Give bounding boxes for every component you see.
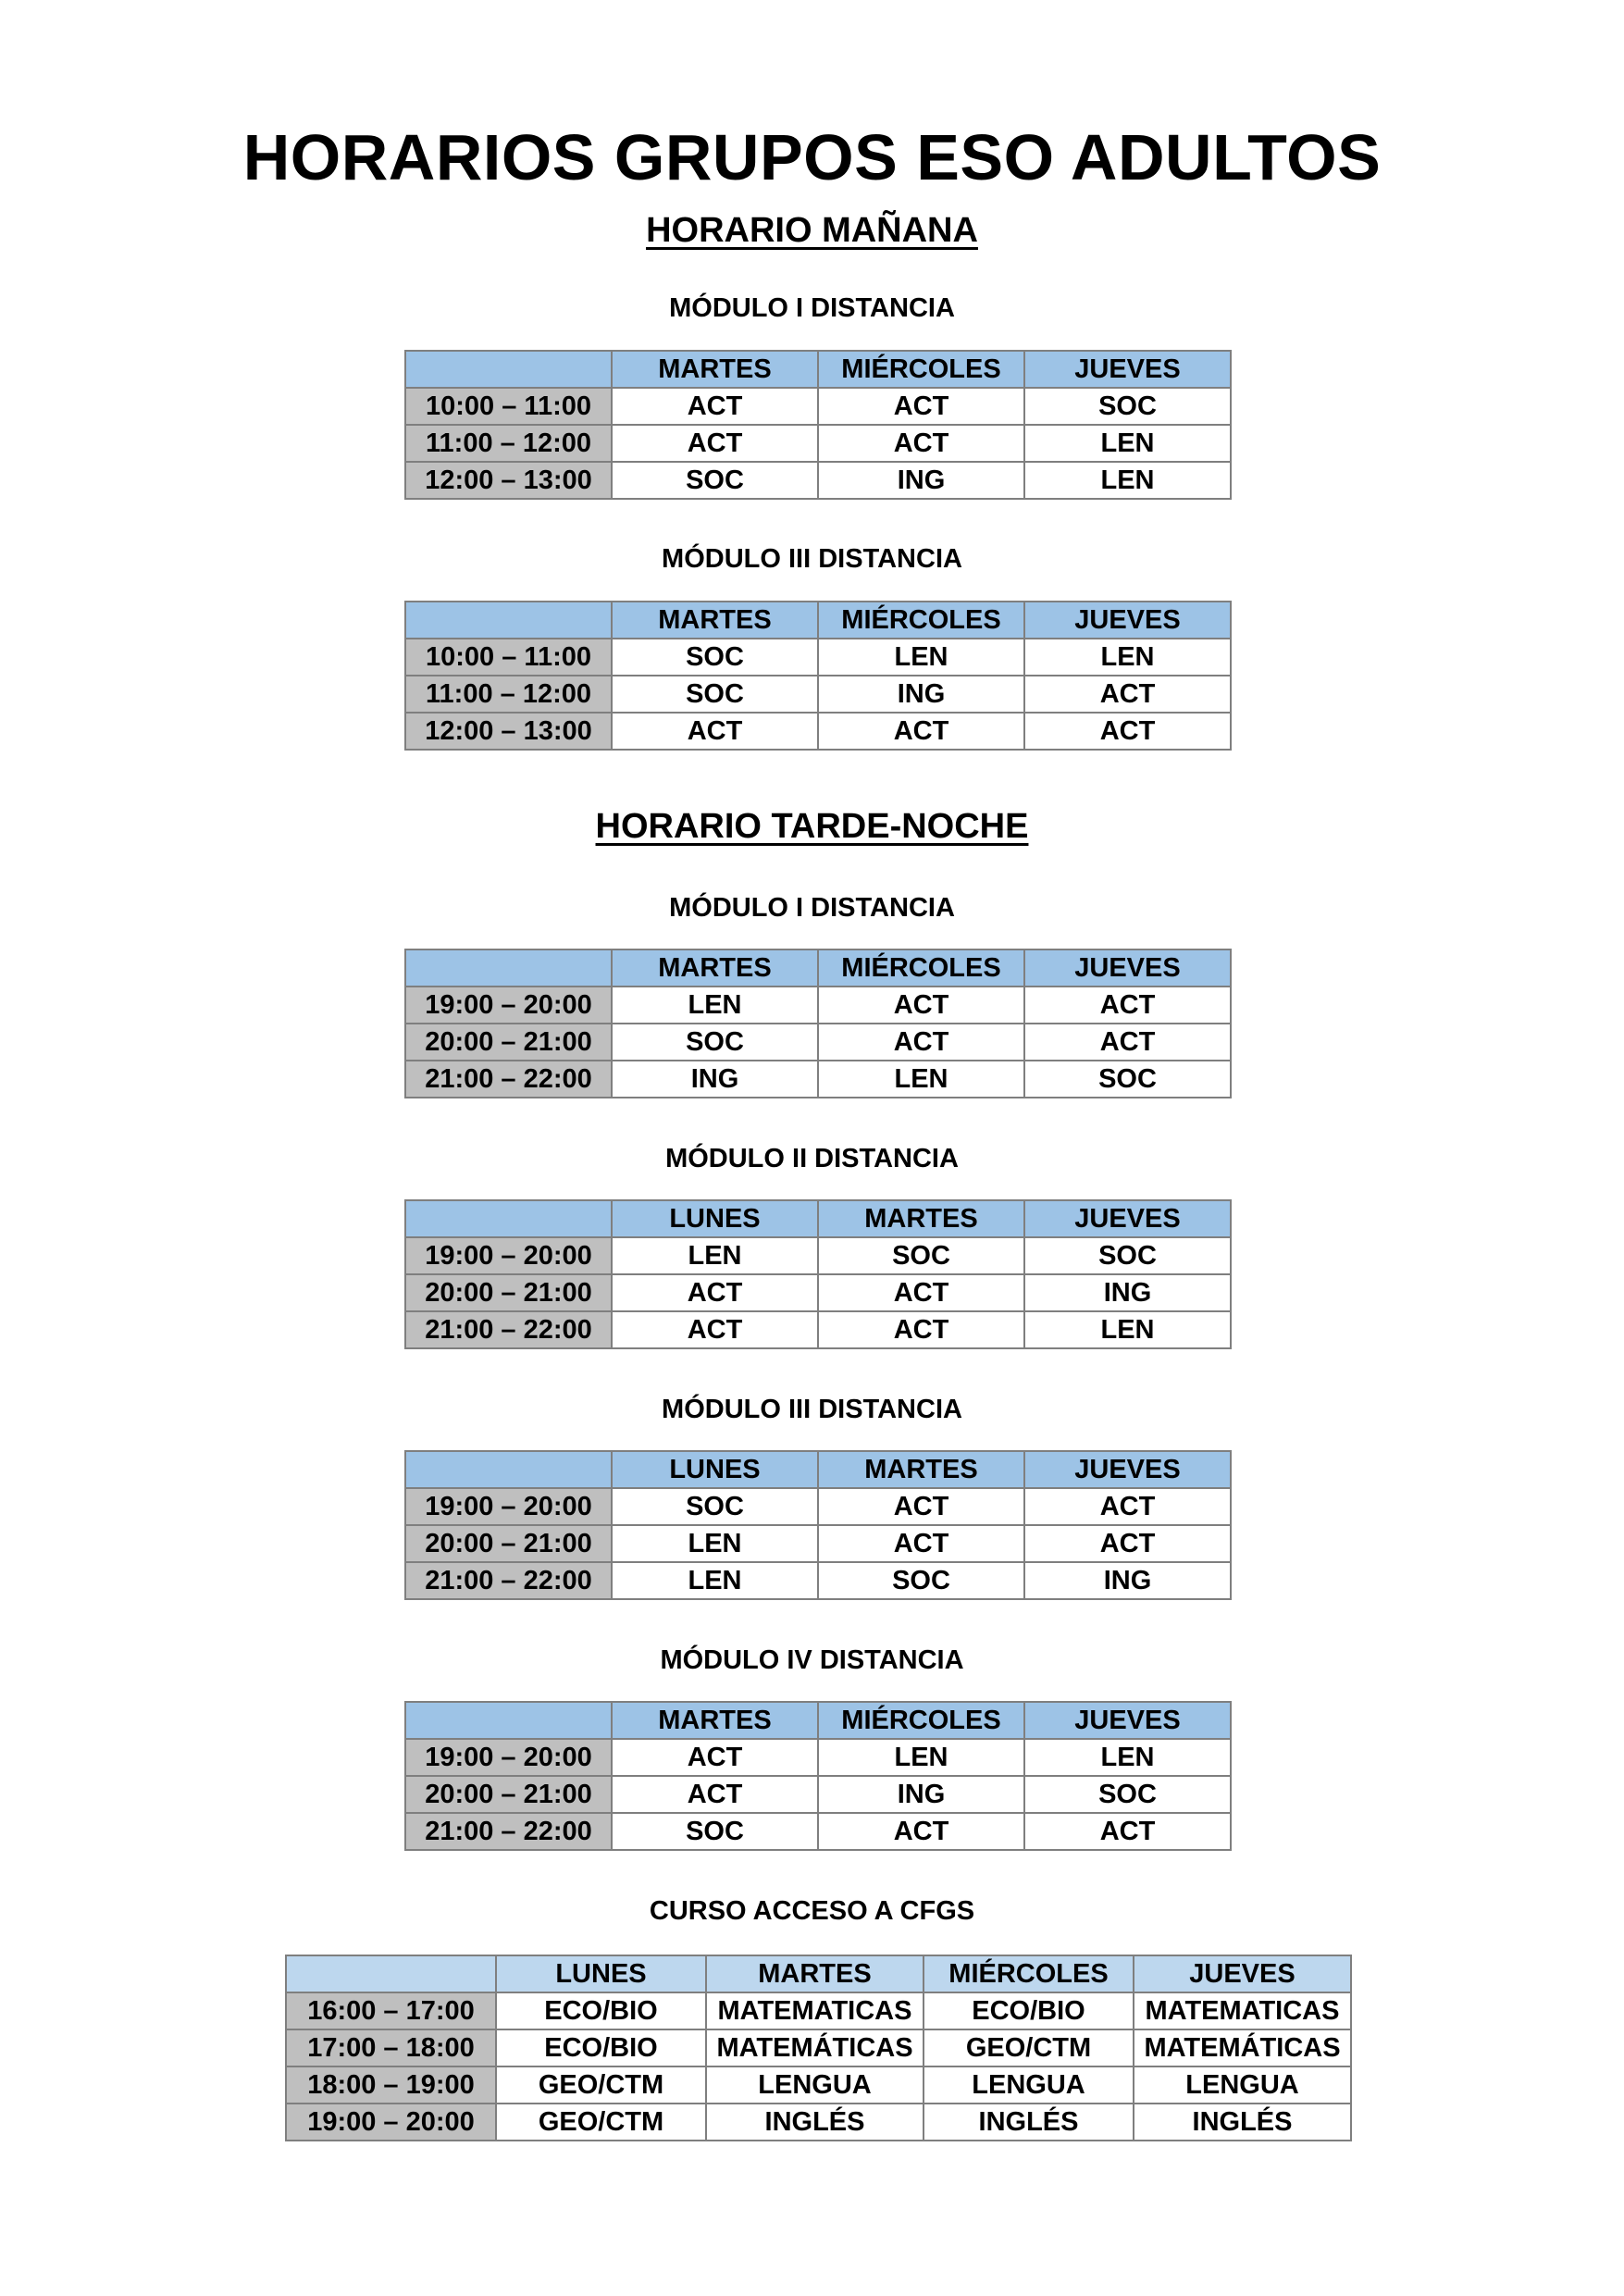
time-slot-cell: 16:00 – 17:00 [286,1992,496,2029]
subject-cell: MATEMATICAS [706,1992,924,2029]
table-row [286,2029,1351,2066]
table-row [405,425,1231,462]
subject-cell: ACT [818,1274,1024,1311]
subject-cell: ACT [1024,713,1231,750]
table-row [405,1776,1231,1813]
day-header: JUEVES [1134,1955,1351,1992]
subject-cell: LEN [612,987,818,1024]
subject-cell: LEN [1024,462,1231,499]
time-slot-cell: 10:00 – 11:00 [405,639,612,676]
subject-cell: LEN [1024,1739,1231,1776]
time-slot-cell: 12:00 – 13:00 [405,713,612,750]
day-header: LUNES [612,1200,818,1237]
subject-cell: ACT [818,713,1024,750]
subject-cell: LEN [612,1237,818,1274]
time-slot-cell: 19:00 – 20:00 [405,1237,612,1274]
header-corner-cell [405,1200,612,1237]
table-row [405,1024,1231,1061]
subject-cell: ACT [1024,1525,1231,1562]
day-header: LUNES [612,1451,818,1488]
subject-cell: LEN [818,1739,1024,1776]
table-row [405,388,1231,425]
table-row [405,1274,1231,1311]
day-header: JUEVES [1024,602,1231,639]
page-title: HORARIOS GRUPOS ESO ADULTOS [242,121,1382,193]
subject-cell: LEN [612,1562,818,1599]
subject-cell: ACT [1024,1024,1231,1061]
day-header: MARTES [612,949,818,987]
day-header: MARTES [612,351,818,388]
day-header: MARTES [612,1702,818,1739]
table-row [405,987,1231,1024]
time-slot-cell: 10:00 – 11:00 [405,388,612,425]
time-slot-cell: 21:00 – 22:00 [405,1311,612,1348]
subject-cell: ACT [818,1024,1024,1061]
header-corner-cell [405,949,612,987]
time-slot-cell: 20:00 – 21:00 [405,1274,612,1311]
subject-cell: ING [818,462,1024,499]
subject-cell: ACT [612,1311,818,1348]
subject-cell: ACT [1024,1488,1231,1525]
time-slot-cell: 20:00 – 21:00 [405,1525,612,1562]
subject-cell: ING [818,676,1024,713]
header-corner-cell [405,602,612,639]
day-header: JUEVES [1024,1451,1231,1488]
table-title: MÓDULO III DISTANCIA [662,1395,962,1424]
table-title: MÓDULO I DISTANCIA [669,293,955,323]
header-row [405,1702,1231,1739]
subject-cell: LEN [612,1525,818,1562]
subject-cell: ACT [612,713,818,750]
subject-cell: LENGUA [924,2066,1134,2104]
time-slot-cell: 11:00 – 12:00 [405,425,612,462]
subject-cell: ING [612,1061,818,1098]
table-row [405,1061,1231,1098]
table-row [286,2066,1351,2104]
schedule-table [285,1955,1352,2141]
subject-cell: ECO/BIO [496,2029,706,2066]
time-slot-cell: 12:00 – 13:00 [405,462,612,499]
time-slot-cell: 19:00 – 20:00 [286,2104,496,2141]
day-header: JUEVES [1024,1702,1231,1739]
time-slot-cell: 21:00 – 22:00 [405,1562,612,1599]
table-title: MÓDULO I DISTANCIA [669,893,955,923]
header-corner-cell [286,1955,496,1992]
table-title: MÓDULO II DISTANCIA [665,1144,959,1173]
subject-cell: LEN [818,639,1024,676]
subject-cell: ING [818,1776,1024,1813]
subject-cell: ACT [612,425,818,462]
schedule-table [404,601,1232,751]
header-row [405,1451,1231,1488]
schedule-table [404,949,1232,1098]
time-slot-cell: 11:00 – 12:00 [405,676,612,713]
day-header: LUNES [496,1955,706,1992]
day-header: MIÉRCOLES [818,949,1024,987]
header-corner-cell [405,351,612,388]
subject-cell: ACT [612,388,818,425]
schedule-table [404,1450,1232,1600]
subject-cell: SOC [818,1237,1024,1274]
time-slot-cell: 19:00 – 20:00 [405,987,612,1024]
subject-cell: SOC [612,1813,818,1850]
header-row [405,602,1231,639]
table-row [405,676,1231,713]
subject-cell: LEN [1024,639,1231,676]
day-header: JUEVES [1024,351,1231,388]
subject-cell: ACT [1024,987,1231,1024]
table-row [405,1311,1231,1348]
subject-cell: SOC [1024,388,1231,425]
subject-cell: ACT [818,1813,1024,1850]
subject-cell: ACT [612,1776,818,1813]
subject-cell: ACT [1024,676,1231,713]
subject-cell: SOC [612,1024,818,1061]
subject-cell: ACT [818,425,1024,462]
subject-cell: GEO/CTM [496,2104,706,2141]
subject-cell: MATEMÁTICAS [1134,2029,1351,2066]
table-row [405,462,1231,499]
time-slot-cell: 17:00 – 18:00 [286,2029,496,2066]
subject-cell: ING [1024,1274,1231,1311]
subject-cell: INGLÉS [706,2104,924,2141]
subject-cell: MATEMÁTICAS [706,2029,924,2066]
subject-cell: ACT [612,1739,818,1776]
subject-cell: ACT [1024,1813,1231,1850]
table-row [405,713,1231,750]
header-row [405,1200,1231,1237]
subject-cell: SOC [1024,1776,1231,1813]
subject-cell: INGLÉS [1134,2104,1351,2141]
subject-cell: SOC [1024,1237,1231,1274]
subject-cell: ACT [818,388,1024,425]
table-row [405,639,1231,676]
subject-cell: INGLÉS [924,2104,1134,2141]
table-row [286,2104,1351,2141]
subject-cell: ACT [818,987,1024,1024]
day-header: MARTES [706,1955,924,1992]
time-slot-cell: 19:00 – 20:00 [405,1488,612,1525]
header-row [405,949,1231,987]
header-row [286,1955,1351,1992]
day-header: MIÉRCOLES [818,602,1024,639]
day-header: JUEVES [1024,949,1231,987]
time-slot-cell: 19:00 – 20:00 [405,1739,612,1776]
subject-cell: ACT [612,1274,818,1311]
subject-cell: LENGUA [1134,2066,1351,2104]
day-header: JUEVES [1024,1200,1231,1237]
day-header: MARTES [612,602,818,639]
subject-cell: ECO/BIO [924,1992,1134,2029]
day-header: MIÉRCOLES [818,351,1024,388]
table-title: MÓDULO III DISTANCIA [662,544,962,574]
subject-cell: LEN [1024,1311,1231,1348]
schedule-table [404,1701,1232,1851]
section-heading-text: HORARIO TARDE-NOCHE [595,807,1029,846]
header-corner-cell [405,1702,612,1739]
subject-cell: SOC [612,1488,818,1525]
day-header: MIÉRCOLES [924,1955,1134,1992]
time-slot-cell: 18:00 – 19:00 [286,2066,496,2104]
subject-cell: ING [1024,1562,1231,1599]
subject-cell: LEN [1024,425,1231,462]
subject-cell: SOC [818,1562,1024,1599]
time-slot-cell: 20:00 – 21:00 [405,1776,612,1813]
table-row [405,1525,1231,1562]
table-title: MÓDULO IV DISTANCIA [660,1645,964,1675]
subject-cell: SOC [612,639,818,676]
day-header: MIÉRCOLES [818,1702,1024,1739]
day-header: MARTES [818,1200,1024,1237]
subject-cell: ACT [818,1311,1024,1348]
subject-cell: ACT [818,1488,1024,1525]
subject-cell: MATEMATICAS [1134,1992,1351,2029]
section-heading-text: HORARIO MAÑANA [646,211,978,250]
subject-cell: GEO/CTM [924,2029,1134,2066]
subject-cell: SOC [612,462,818,499]
header-corner-cell [405,1451,612,1488]
section-heading [0,807,1624,847]
table-row [405,1562,1231,1599]
subject-cell: LEN [818,1061,1024,1098]
subject-cell: SOC [1024,1061,1231,1098]
subject-cell: LENGUA [706,2066,924,2104]
table-row [405,1813,1231,1850]
header-row [405,351,1231,388]
subject-cell: GEO/CTM [496,2066,706,2104]
subject-cell: ECO/BIO [496,1992,706,2029]
table-title: CURSO ACCESO A CFGS [649,1896,975,1926]
time-slot-cell: 21:00 – 22:00 [405,1813,612,1850]
subject-cell: SOC [612,676,818,713]
table-row [286,1992,1351,2029]
time-slot-cell: 20:00 – 21:00 [405,1024,612,1061]
subject-cell: ACT [818,1525,1024,1562]
table-row [405,1488,1231,1525]
time-slot-cell: 21:00 – 22:00 [405,1061,612,1098]
table-row [405,1739,1231,1776]
day-header: MARTES [818,1451,1024,1488]
schedule-table [404,350,1232,500]
table-row [405,1237,1231,1274]
schedule-table [404,1199,1232,1349]
section-heading [0,211,1624,251]
